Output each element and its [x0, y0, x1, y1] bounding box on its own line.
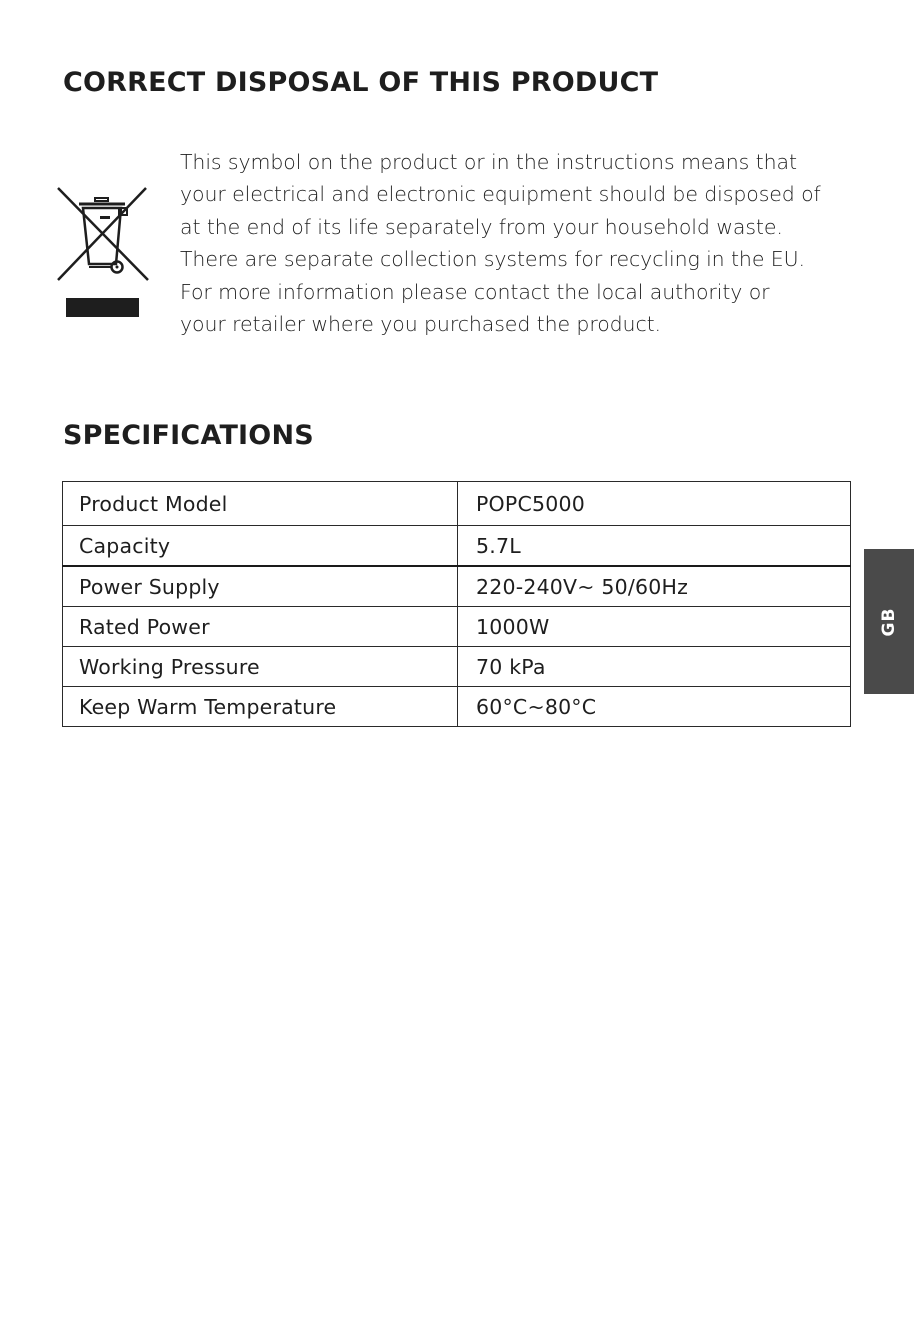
- spec-value-capacity: 5.7L: [458, 526, 851, 567]
- spec-value-working-pressure: 70 kPa: [458, 647, 851, 687]
- spec-label-rated-power: Rated Power: [63, 607, 458, 647]
- language-tab: [864, 549, 914, 694]
- spec-label-working-pressure: Working Pressure: [63, 647, 458, 687]
- disposal-heading: CORRECT DISPOSAL OF THIS PRODUCT: [63, 67, 659, 98]
- disposal-text-line: This symbol on the product or in the instructions means that: [180, 150, 797, 174]
- specifications-table: [62, 481, 851, 727]
- disposal-text-line: For more information please contact the local authority or: [180, 279, 770, 304]
- table-row: [63, 607, 851, 647]
- spec-value-keep-warm-temperature: 60°C~80°C: [458, 687, 851, 727]
- spec-label-power-supply: Power Supply: [63, 566, 458, 607]
- disposal-text-line: your retailer where you purchased the product.: [180, 312, 661, 337]
- table-row: [63, 566, 851, 607]
- table-row: [63, 526, 851, 567]
- disposal-text-line: There are separate collection systems for recycling in the EU.: [180, 247, 805, 272]
- table-row: [63, 687, 851, 727]
- spec-label-keep-warm-temperature: Keep Warm Temperature: [63, 687, 458, 727]
- disposal-paragraph: [180, 146, 870, 340]
- language-tab-label: GB: [879, 607, 899, 636]
- specifications-heading: SPECIFICATIONS: [63, 420, 314, 451]
- table-row: [63, 647, 851, 687]
- table-row: [63, 482, 851, 526]
- spec-label-product-model: Product Model: [63, 482, 458, 526]
- disposal-text-line: your electrical and electronic equipment should be disposed of: [180, 182, 821, 207]
- disposal-text-line: at the end of its life separately from your household waste.: [180, 214, 783, 239]
- spec-value-product-model: POPC5000: [458, 482, 851, 526]
- crossed-out-wheelie-bin-icon: [55, 186, 149, 320]
- spec-value-rated-power: 1000W: [458, 607, 851, 647]
- spec-value-power-supply: 220-240V~ 50/60Hz: [458, 566, 851, 607]
- spec-label-capacity: Capacity: [63, 526, 458, 567]
